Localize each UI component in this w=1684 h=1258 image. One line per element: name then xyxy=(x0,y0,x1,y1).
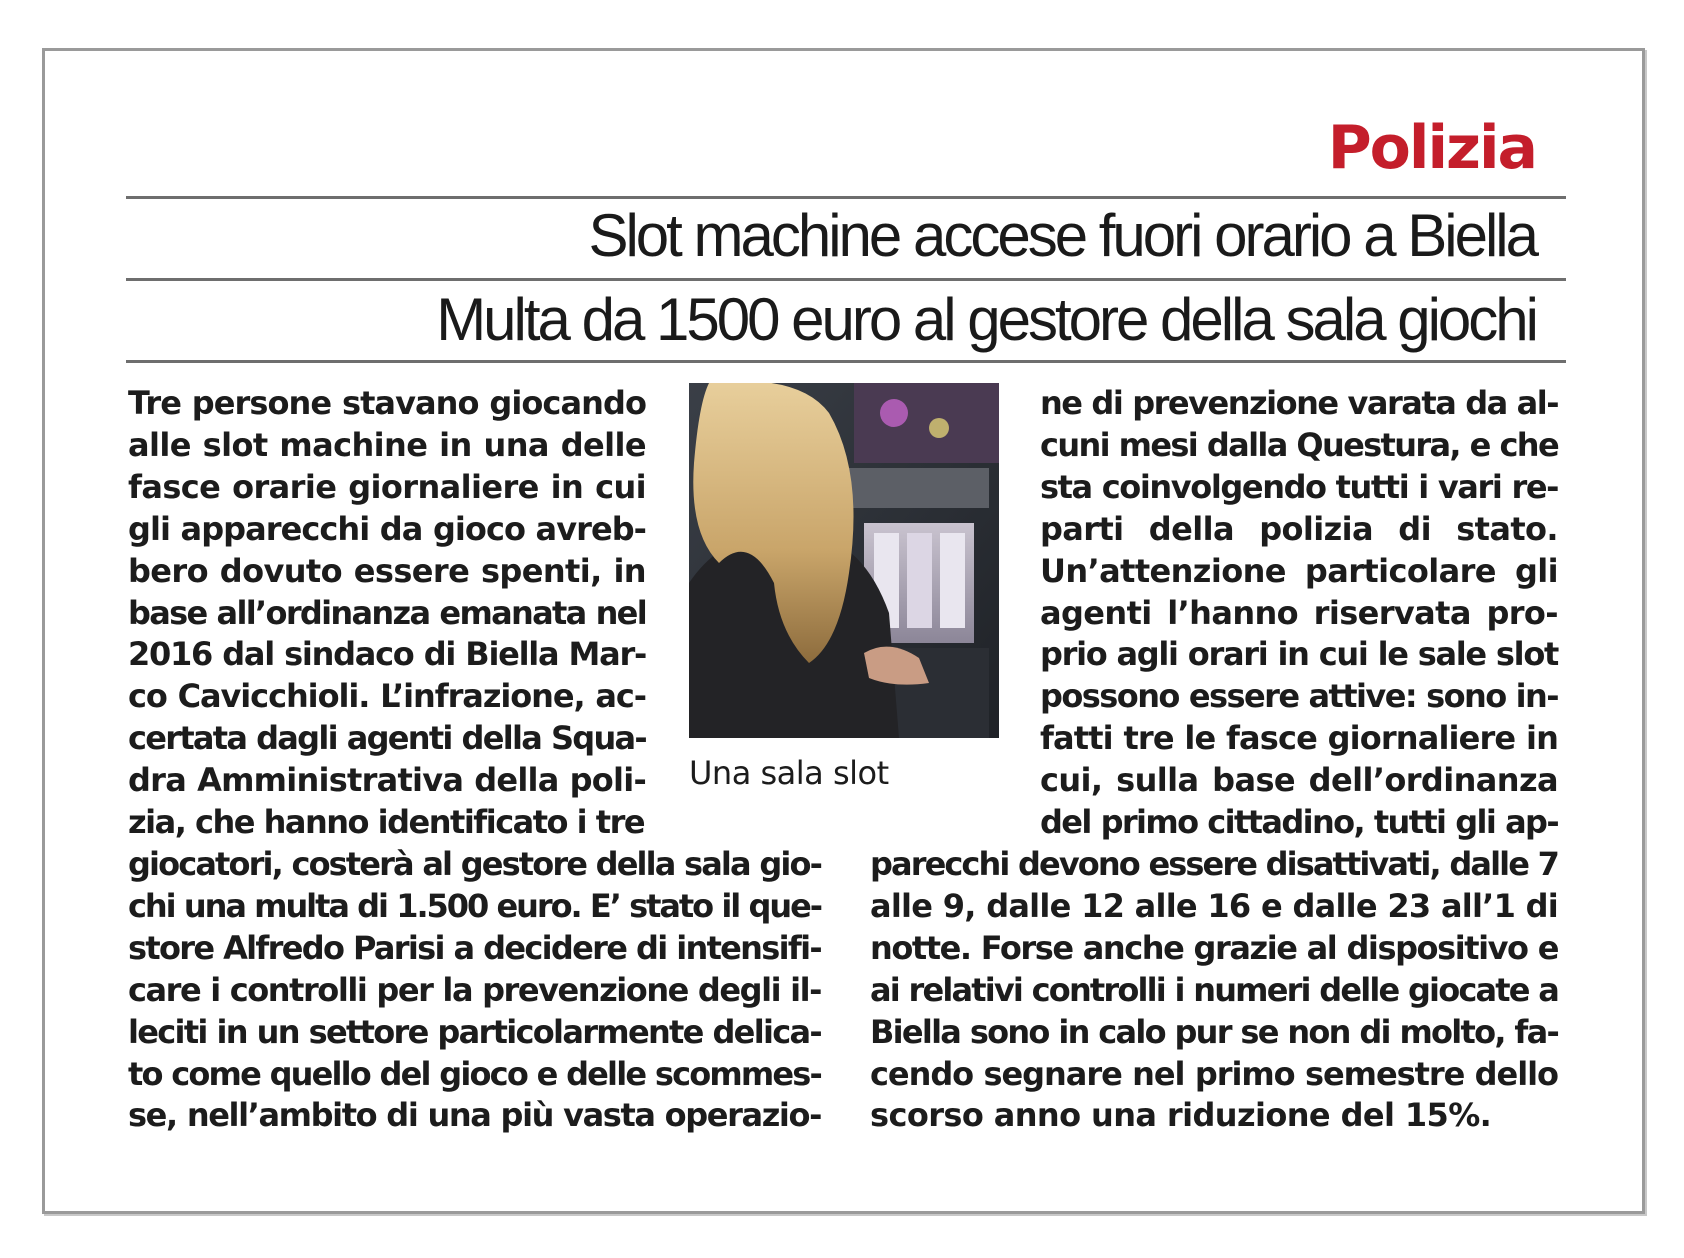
text-line: bero dovuto essere spenti, in xyxy=(128,551,646,590)
text-line: dra Amministrativa della poli- xyxy=(128,761,646,800)
text-line: fasce orarie giornaliere in cui xyxy=(128,467,646,506)
text-line: Un’attenzione particolare gli xyxy=(1040,551,1558,590)
text-line: alle slot machine in una delle xyxy=(128,425,646,464)
text-line: parecchi devono essere disattivati, dalle 7 xyxy=(870,845,1558,883)
body-col2-top xyxy=(1040,383,1558,844)
photo-slot-hall xyxy=(689,383,999,738)
rule-top xyxy=(126,196,1566,199)
text-line: ai relativi controlli i numeri delle giocate a xyxy=(870,970,1558,1009)
text-line: Tre persone stavano giocando xyxy=(128,384,646,422)
text-line: chi una multa di 1.500 euro. E’ stato il que- xyxy=(128,886,821,925)
text-line: gli apparecchi da gioco avreb- xyxy=(128,509,646,548)
text-line: giocatori, costerà al gestore della sala gio- xyxy=(128,845,821,883)
text-line: cendo segnare nel primo semestre dello xyxy=(870,1054,1558,1093)
text-line: care i controlli per la prevenzione degli il- xyxy=(128,970,821,1009)
headline-line-1: Slot machine accese fuori orario a Biella xyxy=(588,202,1536,269)
text-line: 2016 dal sindaco di Biella Mar- xyxy=(128,635,646,674)
text-line: leciti in un settore particolarmente delica- xyxy=(128,1012,821,1051)
text-line: parti della polizia di stato. xyxy=(1040,509,1558,548)
body-col2-bottom xyxy=(870,844,1558,1137)
text-line: scorso anno una riduzione del 15%. xyxy=(870,1096,1492,1135)
text-line: certata dagli agenti della Squa- xyxy=(128,719,646,758)
text-line: store Alfredo Parisi a decidere di intensifi- xyxy=(128,928,821,967)
text-line: agenti l’hanno riservata pro- xyxy=(1040,593,1558,632)
rule-middle xyxy=(126,278,1566,281)
text-line: zia, che hanno identificato i tre xyxy=(128,803,645,842)
text-line: notte. Forse anche grazie al dispositivo e xyxy=(870,928,1558,967)
text-line: base all’ordinanza emanata nel xyxy=(128,593,646,632)
text-line: del primo cittadino, tutti gli ap- xyxy=(1040,803,1558,842)
rule-bottom xyxy=(126,360,1566,363)
body-col1-top xyxy=(128,383,646,844)
text-line: co Cavicchioli. L’infrazione, ac- xyxy=(128,677,646,716)
text-line: prio agli orari in cui le sale slot xyxy=(1040,635,1558,674)
text-line: alle 9, dalle 12 alle 16 e dalle 23 all’1 di xyxy=(870,886,1558,925)
text-line: cui, sulla base dell’ordinanza xyxy=(1040,761,1558,800)
text-line: fatti tre le fasce giornaliere in xyxy=(1040,719,1558,758)
text-line: to come quello del gioco e delle scommes- xyxy=(128,1054,821,1093)
text-line: se, nell’ambito di una più vasta operazio- xyxy=(128,1096,821,1135)
headline-line-2: Multa da 1500 euro al gestore della sala giochi xyxy=(436,286,1536,353)
text-line: possono essere attive: sono in- xyxy=(1040,677,1558,716)
photo-caption: Una sala slot xyxy=(689,754,889,792)
body-col1-bottom xyxy=(128,844,821,1137)
photo-image xyxy=(689,383,999,738)
text-line: ne di prevenzione varata da al- xyxy=(1040,384,1558,422)
text-line: Biella sono in calo pur se non di molto, fa- xyxy=(870,1012,1558,1051)
text-line: sta coinvolgendo tutti i vari re- xyxy=(1040,467,1558,506)
text-line: cuni mesi dalla Questura, e che xyxy=(1040,425,1558,464)
section-label: Polizia xyxy=(1327,113,1536,183)
